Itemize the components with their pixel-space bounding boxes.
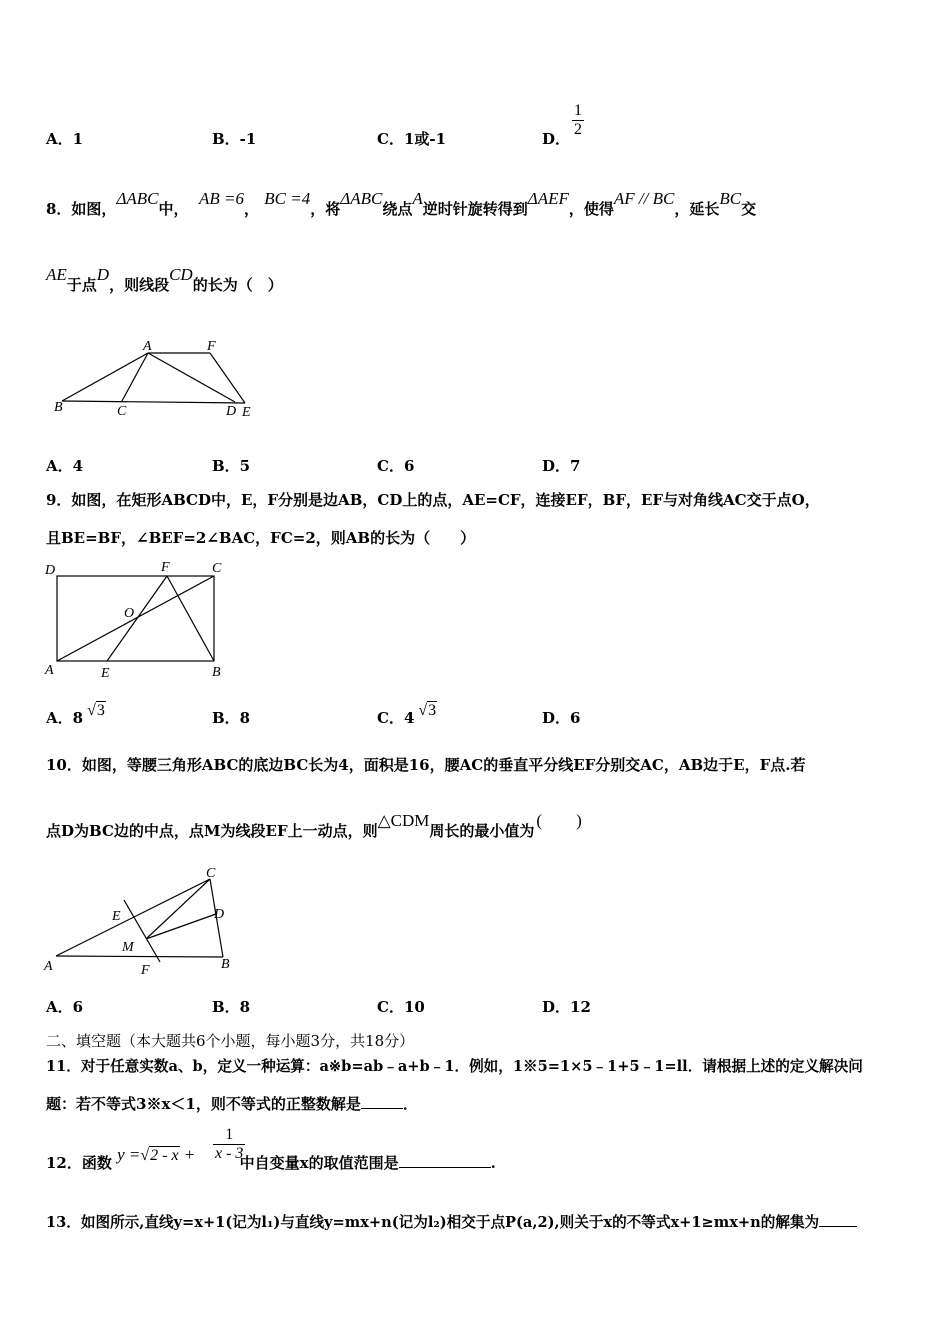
q10-label-d: D xyxy=(214,907,225,922)
q9-option-a: A．8 √3 xyxy=(46,702,105,727)
section-fill-in-heading: 二、填空题（本大题共6个小题，每小题3分，共18分） xyxy=(46,1032,415,1050)
q9-label-c: C xyxy=(212,561,222,576)
q10-line2: 点D为BC边的中点，点M为线段EF上一动点，则△CDM周长的最小值为( ) xyxy=(46,811,582,840)
q10-label-b: B xyxy=(221,957,230,972)
q9-label-e: E xyxy=(101,666,110,681)
q10-option-b: B．8 xyxy=(212,998,251,1016)
q10-option-c: C．10 xyxy=(377,998,425,1016)
q12-line: 12．函数 y =√2 - x + 中自变量x的取值范围是 . xyxy=(46,1145,496,1172)
q9-label-a: A xyxy=(45,663,54,678)
q13-answer-blank[interactable] xyxy=(819,1212,857,1227)
q8-option-a: A．4 xyxy=(46,457,84,475)
q9-label-f: F xyxy=(161,560,170,575)
q9-figure xyxy=(42,558,232,683)
q9-line2: 且BE=BF，∠BEF=2∠BAC，FC=2，则AB的长为（ ） xyxy=(46,529,476,547)
q10-option-d: D．12 xyxy=(542,998,591,1016)
q8-option-b: B．5 xyxy=(212,457,251,475)
q10-label-f: F xyxy=(141,963,150,978)
q8-option-d: D．7 xyxy=(542,457,581,475)
q9-label-b: B xyxy=(212,665,221,680)
q9-line1: 9．如图，在矩形ABCD中，E，F分别是边AB，CD上的点，AE=CF，连接EF，BF，EF与对角线AC交于点O， xyxy=(46,491,820,509)
q9-label-d: D xyxy=(45,563,56,578)
q9-option-b: B．8 xyxy=(212,709,251,727)
q10-label-e: E xyxy=(112,909,121,924)
q13-line: 13．如图所示,直线y=x+1(记为l₁)与直线y=mx+n(记为l₂)相交于点P(a,2),则关于x的不等式x+1≥mx+n的解集为 xyxy=(46,1211,857,1232)
q7-option-b: B．-1 xyxy=(212,130,257,148)
q11-line1: 11．对于任意实数a、b，定义一种运算：a※b=ab﹣a+b﹣1．例如，1※5=1×5﹣1+5﹣1=ll．请根据上述的定义解决问 xyxy=(46,1058,863,1075)
q8-label-a: A xyxy=(143,339,152,354)
q10-label-m: M xyxy=(122,940,134,955)
q9-label-o: O xyxy=(124,606,135,621)
q10-line1: 10．如图，等腰三角形ABC的底边BC长为4，面积是16，腰AC的垂直平分线EF分别交AC，AB边于E，F点.若 xyxy=(46,756,806,774)
q7-option-d: D． xyxy=(542,130,571,148)
q11-line2: 题：若不等式3※x＜1，则不等式的正整数解是 ． xyxy=(46,1095,418,1113)
q8-label-e: E xyxy=(242,405,251,420)
q12-answer-blank[interactable] xyxy=(399,1153,491,1168)
q8-label-c: C xyxy=(117,404,127,419)
q7-option-a: A．1 xyxy=(46,130,84,148)
q10-label-c: C xyxy=(206,866,216,881)
q9-option-c: C．4 √3 xyxy=(377,702,437,727)
q8-figure xyxy=(50,336,260,422)
q8-label-f: F xyxy=(207,339,216,354)
q8-label-d: D xyxy=(226,404,237,419)
q12-fraction: $\frac{1}{x - 3}$ xyxy=(215,1126,244,1162)
q11-answer-blank[interactable] xyxy=(361,1094,403,1109)
q9-option-d: D．6 xyxy=(542,709,581,727)
q8-line1: 8．如图，ΔABC中， AB =6， BC =4，将ΔABC绕点A逆时针旋转得到ΔAEF，使得AF // BC，延长BC交 xyxy=(46,189,757,218)
q7-option-c: C．1或-1 xyxy=(377,130,447,148)
q10-option-a: A．6 xyxy=(46,998,84,1016)
q8-option-c: C．6 xyxy=(377,457,415,475)
q10-figure xyxy=(40,862,240,980)
q7-option-d-fraction: $\frac{1}{2}$ xyxy=(574,102,582,138)
q8-label-b: B xyxy=(54,400,63,415)
q10-label-a: A xyxy=(44,959,53,974)
q8-line2: AE于点D，则线段CD的长为（ ） xyxy=(46,265,283,294)
